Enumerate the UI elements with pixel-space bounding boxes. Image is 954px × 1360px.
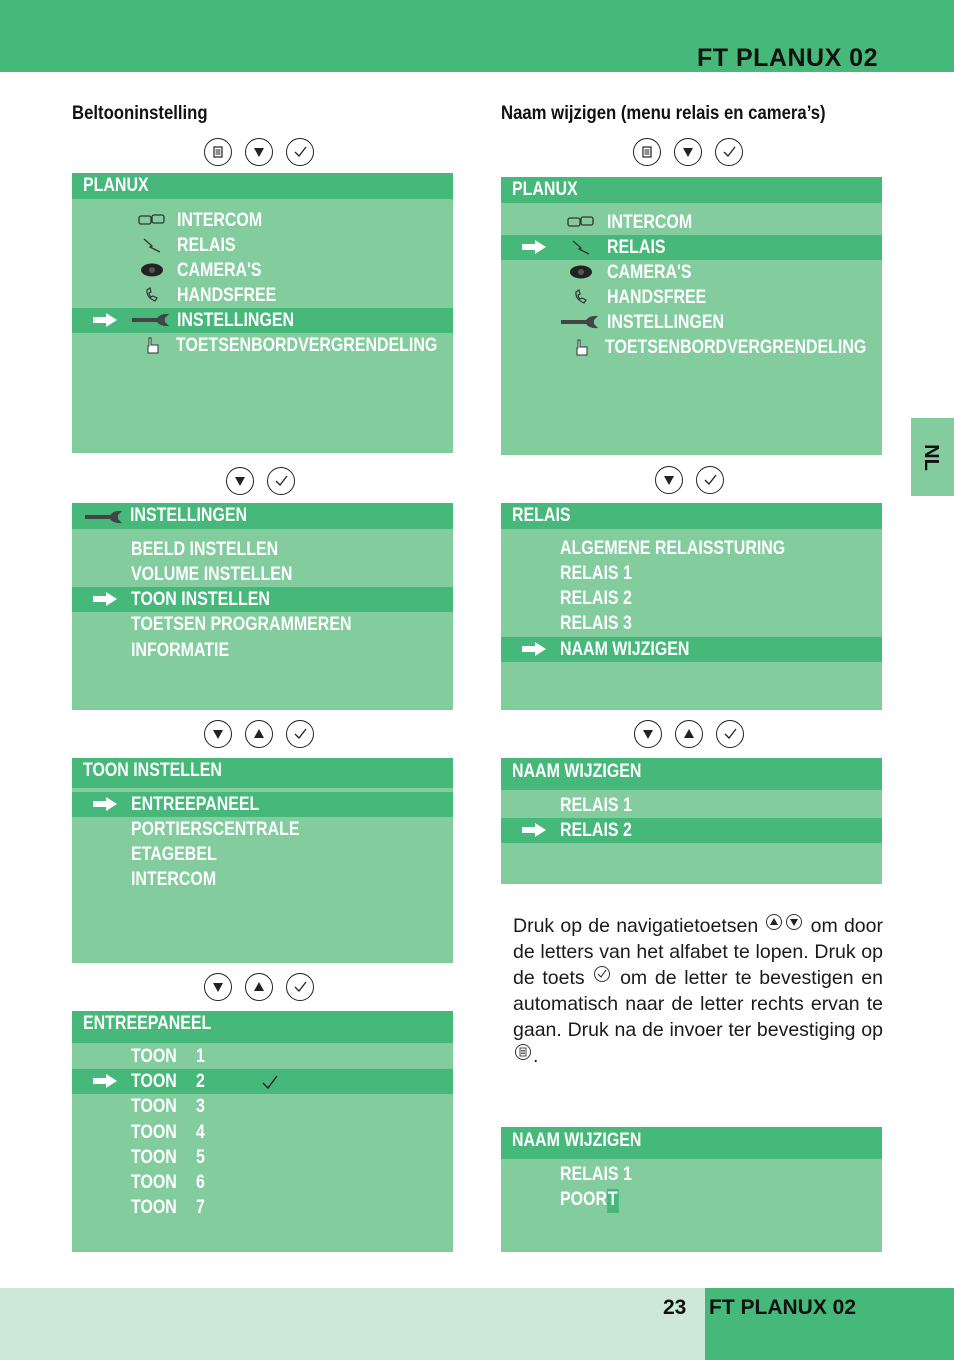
menu-item-toon-2[interactable] bbox=[72, 1069, 453, 1094]
camera-icon bbox=[568, 264, 594, 280]
wrench-icon bbox=[560, 314, 602, 330]
menu-item-label: PORTIERSCENTRALE bbox=[131, 819, 300, 840]
selected-check-icon bbox=[261, 1074, 279, 1090]
menu-item-portierscentrale[interactable] bbox=[72, 817, 453, 842]
screen-title: PLANUX bbox=[83, 175, 149, 196]
menu-item-label: RELAIS 1 bbox=[560, 563, 632, 584]
screen-title-bar bbox=[501, 758, 882, 790]
menu-item-label: TOETSENBORDVERGRENDELING bbox=[176, 335, 438, 356]
menu-item-label: HANDSFREE bbox=[607, 287, 707, 308]
down-icon[interactable] bbox=[634, 720, 662, 748]
left-section-heading: Beltooninstelling bbox=[72, 103, 208, 124]
menu-item-label: INTERCOM bbox=[607, 212, 693, 233]
check-icon[interactable] bbox=[716, 720, 744, 748]
button-row-1-right bbox=[633, 138, 743, 166]
screen-entreepaneel bbox=[72, 1011, 453, 1252]
menu-item-number: 6 bbox=[196, 1172, 205, 1193]
menu-item-number: 3 bbox=[196, 1096, 205, 1117]
screen-title: INSTELLINGEN bbox=[130, 505, 248, 526]
menu-item-label: INFORMATIE bbox=[131, 640, 230, 661]
check-icon[interactable] bbox=[286, 720, 314, 748]
down-icon[interactable] bbox=[245, 138, 273, 166]
menu-item-toon-5[interactable] bbox=[72, 1145, 453, 1170]
menu-item-relais-1[interactable] bbox=[501, 793, 882, 818]
menu-item-relais-3[interactable] bbox=[501, 611, 882, 636]
button-row-2-right bbox=[655, 466, 724, 494]
screen-title: ENTREEPANEEL bbox=[83, 1013, 212, 1034]
right-arrow-icon bbox=[92, 797, 118, 811]
button-row-3-left bbox=[204, 720, 314, 748]
menu-item-label: ENTREEPANEEL bbox=[131, 794, 260, 815]
screen-relais bbox=[501, 503, 882, 710]
name-edit-field[interactable] bbox=[501, 1187, 882, 1212]
menu-item-relais-2[interactable] bbox=[501, 818, 882, 843]
menu-item-label: TOON bbox=[131, 1122, 177, 1143]
menu-item-toon-1[interactable] bbox=[72, 1044, 453, 1069]
wrench-icon bbox=[84, 509, 126, 525]
menu-item-algemene-relaissturing[interactable] bbox=[501, 536, 882, 561]
menu-item-label: TOON bbox=[131, 1147, 177, 1168]
screen-title: NAAM WIJZIGEN bbox=[512, 1130, 642, 1151]
instruction-text: . bbox=[533, 1045, 539, 1067]
menu-item-label: TOON bbox=[131, 1197, 177, 1218]
name-edit-text bbox=[560, 1189, 618, 1213]
right-arrow-icon bbox=[92, 1074, 118, 1088]
menu-item-volume-instellen[interactable] bbox=[72, 562, 453, 587]
menu-item-label: RELAIS 3 bbox=[560, 613, 632, 634]
menu-item-label: ETAGEBEL bbox=[131, 844, 217, 865]
right-arrow-icon bbox=[521, 823, 547, 837]
menu-item-toon-instellen[interactable] bbox=[72, 587, 453, 612]
button-row-4-left bbox=[204, 973, 314, 1001]
menu-item-informatie[interactable] bbox=[72, 638, 453, 663]
menu-item-label: TOON INSTELLEN bbox=[131, 589, 270, 610]
menu-item-instellingen[interactable] bbox=[72, 308, 453, 333]
menu-item-relais[interactable] bbox=[501, 235, 882, 260]
menu-item-toetsenbordvergrendeling[interactable] bbox=[501, 335, 882, 360]
screen-title-bar bbox=[501, 177, 882, 203]
menu-item-number: 2 bbox=[196, 1071, 205, 1092]
menu-item-toon-7[interactable] bbox=[72, 1195, 453, 1220]
menu-item-label: BEELD INSTELLEN bbox=[131, 539, 279, 560]
camera-icon bbox=[139, 262, 165, 278]
up-icon[interactable] bbox=[245, 973, 273, 1001]
relay-icon bbox=[569, 239, 593, 255]
screen-title-bar bbox=[72, 503, 453, 529]
screen-title-bar bbox=[72, 173, 453, 199]
button-row-1-left bbox=[204, 138, 314, 166]
down-icon[interactable] bbox=[226, 467, 254, 495]
name-label: RELAIS 1 bbox=[560, 1164, 632, 1185]
screen-title: PLANUX bbox=[512, 179, 578, 200]
screen-title-bar bbox=[72, 1011, 453, 1043]
screen-title-bar bbox=[72, 758, 453, 788]
right-arrow-icon bbox=[521, 240, 547, 254]
page-number: 23 bbox=[663, 1296, 687, 1319]
menu-item-label: ALGEMENE RELAISSTURING bbox=[560, 538, 786, 559]
menu-item-label: RELAIS 2 bbox=[560, 588, 632, 609]
menu-item-label: TOETSEN PROGRAMMEREN bbox=[131, 614, 352, 635]
menu-item-label: HANDSFREE bbox=[177, 285, 277, 306]
menu-item-beeld-instellen[interactable] bbox=[72, 537, 453, 562]
menu-item-handsfree[interactable] bbox=[501, 285, 882, 310]
menu-icon bbox=[515, 1044, 531, 1060]
right-arrow-icon bbox=[92, 313, 118, 327]
menu-icon[interactable] bbox=[204, 138, 232, 166]
instruction-paragraph bbox=[513, 913, 883, 1069]
menu-item-entreepaneel[interactable] bbox=[72, 792, 453, 817]
menu-item-label: VOLUME INSTELLEN bbox=[131, 564, 293, 585]
check-icon[interactable] bbox=[715, 138, 743, 166]
footer-left-band bbox=[0, 1288, 705, 1360]
screen-title: TOON INSTELLEN bbox=[83, 760, 222, 781]
menu-item-number: 7 bbox=[196, 1197, 205, 1218]
instruction-text: Druk op de toets bbox=[513, 941, 883, 989]
language-tab-label: NL bbox=[919, 444, 942, 471]
menu-item-label: INSTELLINGEN bbox=[177, 310, 295, 331]
relay-icon bbox=[140, 237, 164, 253]
up-icon[interactable] bbox=[675, 720, 703, 748]
menu-item-toetsen-programmeren[interactable] bbox=[72, 612, 453, 637]
menu-item-relais-2[interactable] bbox=[501, 586, 882, 611]
menu-item-relais[interactable] bbox=[72, 233, 453, 258]
menu-item-relais-1[interactable] bbox=[501, 561, 882, 586]
menu-item-label: INTERCOM bbox=[131, 869, 217, 890]
menu-item-label: INSTELLINGEN bbox=[607, 312, 725, 333]
screen-title: NAAM WIJZIGEN bbox=[512, 761, 642, 782]
screen-title-bar bbox=[501, 503, 882, 529]
menu-item-label: NAAM WIJZIGEN bbox=[560, 639, 690, 660]
right-arrow-icon bbox=[521, 642, 547, 656]
menu-item-cameras[interactable] bbox=[501, 260, 882, 285]
instruction-text: Druk op de navigatietoetsen bbox=[513, 915, 759, 937]
menu-item-label: RELAIS 2 bbox=[560, 820, 632, 841]
menu-item-label: CAMERA'S bbox=[177, 260, 262, 281]
down-icon[interactable] bbox=[204, 720, 232, 748]
name-edit-prefix: POOR bbox=[560, 1189, 608, 1210]
down-icon[interactable] bbox=[655, 466, 683, 494]
instruction-text: om door de letters van het alfabet te lopen. bbox=[513, 915, 883, 963]
menu-item-label: TOON bbox=[131, 1096, 177, 1117]
up-icon bbox=[766, 914, 782, 930]
language-tab bbox=[911, 418, 954, 496]
menu-icon[interactable] bbox=[633, 138, 661, 166]
menu-item-label: TOON bbox=[131, 1172, 177, 1193]
menu-item-label: RELAIS bbox=[607, 237, 666, 258]
menu-item-naam-wijzigen[interactable] bbox=[501, 637, 882, 662]
phone-icon bbox=[572, 289, 592, 305]
menu-item-label: TOON bbox=[131, 1046, 177, 1067]
footer-brand: FT PLANUX 02 bbox=[709, 1296, 857, 1319]
phone-icon bbox=[143, 287, 163, 303]
menu-item-intercom[interactable] bbox=[72, 867, 453, 892]
right-section-heading: Naam wijzigen (menu relais en camera’s) bbox=[501, 103, 826, 124]
screen-toon-instellen bbox=[72, 758, 453, 963]
menu-item-number: 1 bbox=[196, 1046, 205, 1067]
menu-item-toon-6[interactable] bbox=[72, 1170, 453, 1195]
menu-item-toon-4[interactable] bbox=[72, 1120, 453, 1145]
button-row-2-left bbox=[226, 467, 295, 495]
screen-title-bar bbox=[501, 1127, 882, 1159]
down-icon[interactable] bbox=[204, 973, 232, 1001]
menu-item-intercom[interactable] bbox=[501, 210, 882, 235]
down-icon[interactable] bbox=[674, 138, 702, 166]
header-brand: FT PLANUX 02 bbox=[696, 44, 878, 72]
menu-item-intercom[interactable] bbox=[72, 208, 453, 233]
menu-item-instellingen[interactable] bbox=[501, 310, 882, 335]
menu-item-cameras[interactable] bbox=[72, 258, 453, 283]
menu-item-number: 4 bbox=[196, 1122, 205, 1143]
menu-item-toon-3[interactable] bbox=[72, 1094, 453, 1119]
hand-icon bbox=[574, 339, 590, 357]
down-icon bbox=[786, 914, 802, 930]
hand-icon bbox=[145, 337, 161, 355]
name-edit-cursor: T bbox=[607, 1189, 618, 1213]
menu-item-toetsenbordvergrendeling[interactable] bbox=[72, 333, 453, 358]
check-icon[interactable] bbox=[696, 466, 724, 494]
right-arrow-icon bbox=[92, 592, 118, 606]
menu-item-label: INTERCOM bbox=[177, 210, 263, 231]
menu-item-etagebel[interactable] bbox=[72, 842, 453, 867]
menu-item-label: TOON bbox=[131, 1071, 177, 1092]
wrench-icon bbox=[131, 312, 173, 328]
check-icon[interactable] bbox=[286, 973, 314, 1001]
screen-naam-wijzigen-edit bbox=[501, 1127, 882, 1252]
screen-naam-wijzigen bbox=[501, 758, 882, 884]
menu-item-label: CAMERA'S bbox=[607, 262, 692, 283]
instruction-text: om de letter te bevestigen en automatisch naar de letter rechts ervan te gaan. Druk na de invoer ter bevestiging op bbox=[513, 967, 883, 1041]
intercom-icon bbox=[137, 212, 167, 228]
button-row-3-right bbox=[634, 720, 744, 748]
screen-title: RELAIS bbox=[512, 505, 571, 526]
screen-planux-left bbox=[72, 173, 453, 453]
intercom-icon bbox=[566, 214, 596, 230]
up-icon[interactable] bbox=[245, 720, 273, 748]
name-line-1 bbox=[501, 1162, 882, 1187]
check-icon[interactable] bbox=[267, 467, 295, 495]
screen-planux-right bbox=[501, 177, 882, 455]
menu-item-label: TOETSENBORDVERGRENDELING bbox=[605, 337, 867, 358]
check-icon[interactable] bbox=[286, 138, 314, 166]
menu-item-number: 5 bbox=[196, 1147, 205, 1168]
menu-item-label: RELAIS bbox=[177, 235, 236, 256]
menu-item-label: RELAIS 1 bbox=[560, 795, 632, 816]
menu-item-handsfree[interactable] bbox=[72, 283, 453, 308]
screen-instellingen bbox=[72, 503, 453, 710]
check-icon bbox=[594, 966, 610, 982]
